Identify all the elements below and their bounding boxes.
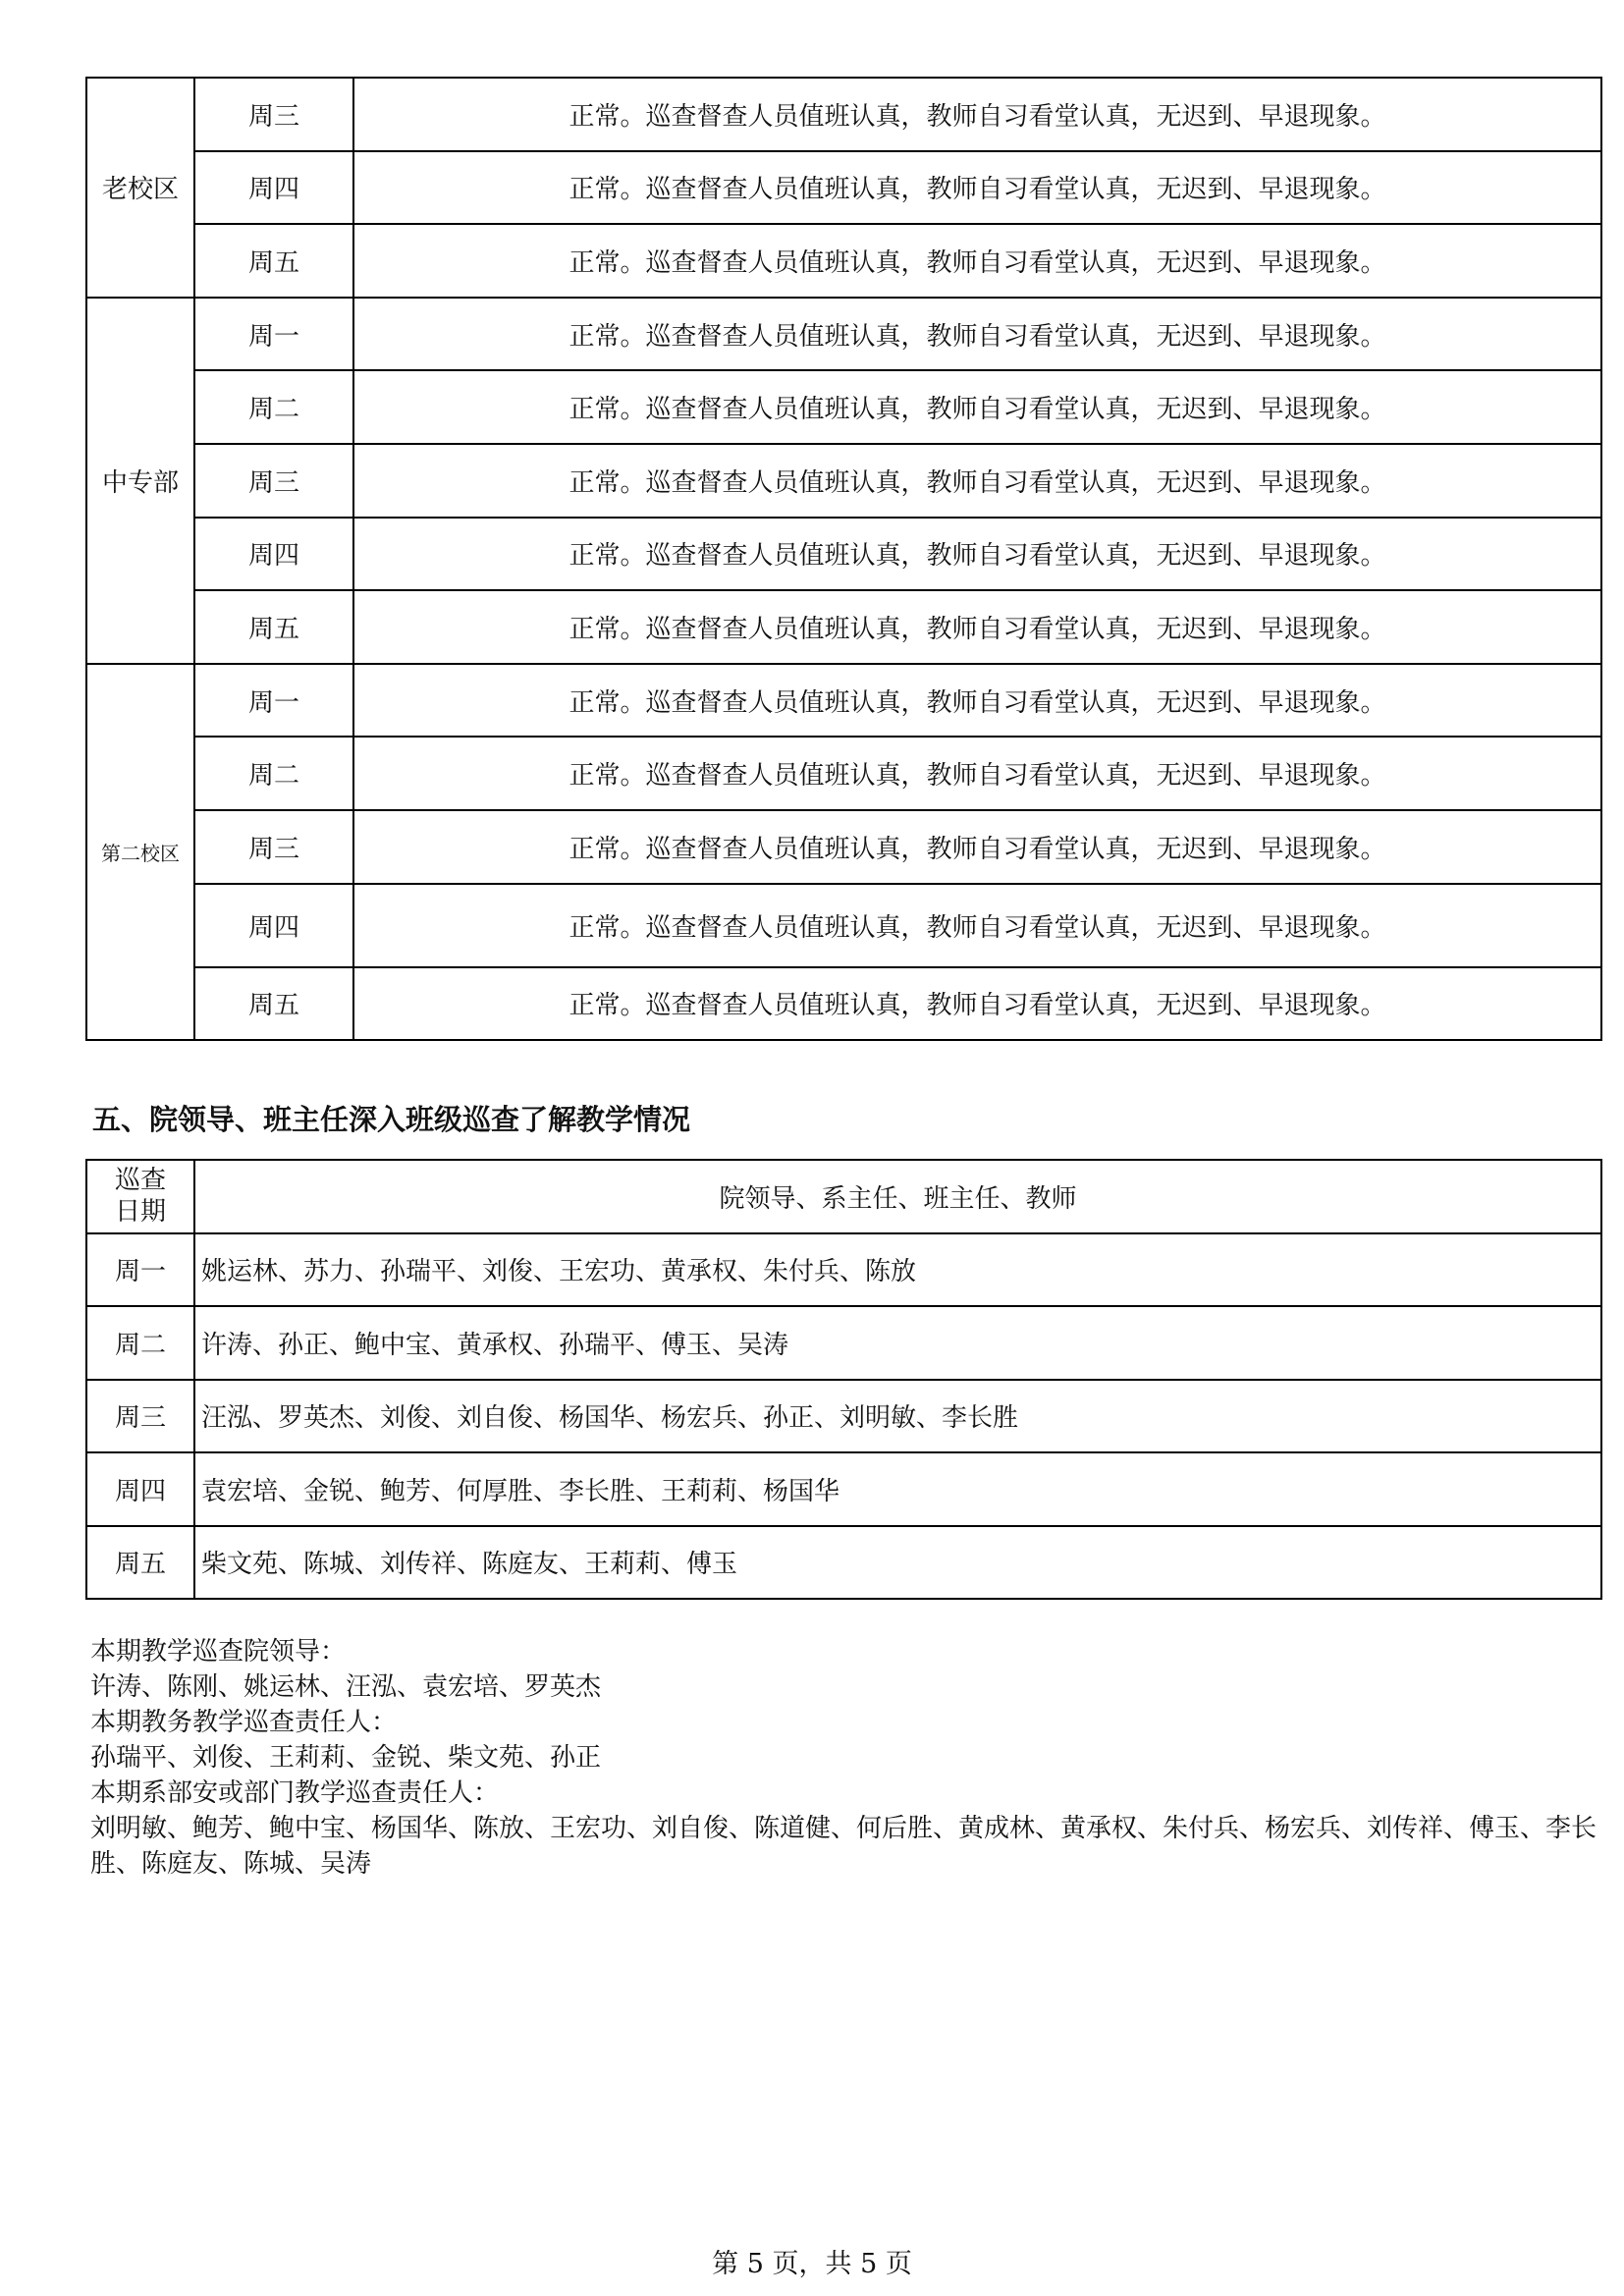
campus-cell: 中专部 <box>86 298 194 664</box>
status-cell: 正常。巡查督查人员值班认真，教师自习看堂认真，无迟到、早退现象。 <box>353 78 1601 151</box>
status-cell: 正常。巡查督查人员值班认真，教师自习看堂认真，无迟到、早退现象。 <box>353 518 1601 591</box>
table-row <box>86 737 1601 810</box>
day-cell: 周五 <box>86 1526 194 1600</box>
table-row <box>86 370 1601 444</box>
day-cell: 周四 <box>194 884 353 967</box>
notes-line: 刘明敏、鲍芳、鲍中宝、杨国华、陈放、王宏功、刘自俊、陈道健、何后胜、黄成林、黄承权、朱付兵、杨宏兵、刘传祥、傅玉、李长胜、陈庭友、陈城、吴涛 <box>90 1814 1597 1879</box>
notes-line: 本期教学巡查院领导： <box>90 1637 347 1667</box>
day-cell: 周一 <box>194 298 353 371</box>
page-footer: 第 5 页，共 5 页 <box>712 2249 912 2279</box>
date-header-line: 日期 <box>114 1197 166 1228</box>
notes-line: 本期系部安或部门教学巡查责任人： <box>90 1778 500 1808</box>
status-cell: 正常。巡查督查人员值班认真，教师自习看堂认真，无迟到、早退现象。 <box>353 224 1601 298</box>
table-row <box>86 664 1601 738</box>
table-row <box>86 151 1601 225</box>
day-cell: 周二 <box>194 370 353 444</box>
day-cell: 周四 <box>194 151 353 225</box>
table-row <box>86 78 1601 151</box>
day-cell: 周三 <box>86 1380 194 1453</box>
status-cell: 正常。巡查督查人员值班认真，教师自习看堂认真，无迟到、早退现象。 <box>353 664 1601 738</box>
date-header <box>86 1160 194 1233</box>
day-cell: 周五 <box>194 967 353 1041</box>
table-row <box>86 1452 1601 1526</box>
status-cell: 正常。巡查督查人员值班认真，教师自习看堂认真，无迟到、早退现象。 <box>353 810 1601 884</box>
names-cell: 许涛、孙正、鲍中宝、黄承权、孙瑞平、傅玉、吴涛 <box>194 1306 1601 1380</box>
status-cell: 正常。巡查督查人员值班认真，教师自习看堂认真，无迟到、早退现象。 <box>353 298 1601 371</box>
day-cell: 周二 <box>194 737 353 810</box>
table-row <box>86 1233 1601 1307</box>
table-row <box>86 590 1601 664</box>
campus-cell: 第二校区 <box>86 664 194 1040</box>
status-cell: 正常。巡查督查人员值班认真，教师自习看堂认真，无迟到、早退现象。 <box>353 737 1601 810</box>
table-row <box>86 518 1601 591</box>
day-cell: 周三 <box>194 810 353 884</box>
table-row <box>86 224 1601 298</box>
day-cell: 周五 <box>194 224 353 298</box>
status-cell: 正常。巡查督查人员值班认真，教师自习看堂认真，无迟到、早退现象。 <box>353 590 1601 664</box>
status-cell: 正常。巡查督查人员值班认真，教师自习看堂认真，无迟到、早退现象。 <box>353 370 1601 444</box>
day-cell: 周二 <box>86 1306 194 1380</box>
day-cell: 周三 <box>194 444 353 518</box>
names-cell: 柴文苑、陈城、刘传祥、陈庭友、王莉莉、傅玉 <box>194 1526 1601 1600</box>
section-title: 五、院领导、班主任深入班级巡查了解教学情况 <box>92 1103 691 1136</box>
table-row <box>86 810 1601 884</box>
leader-inspection-table <box>85 1159 1602 1600</box>
notes-line: 孙瑞平、刘俊、王莉莉、金锐、柴文苑、孙正 <box>90 1743 602 1773</box>
notes-line: 许涛、陈刚、姚运林、汪泓、袁宏培、罗英杰 <box>90 1672 602 1702</box>
names-cell: 袁宏培、金锐、鲍芳、何厚胜、李长胜、王莉莉、杨国华 <box>194 1452 1601 1526</box>
day-cell: 周三 <box>194 78 353 151</box>
table-row <box>86 298 1601 371</box>
day-cell: 周四 <box>194 518 353 591</box>
notes-line: 本期教务教学巡查责任人： <box>90 1708 398 1737</box>
campus-cell: 老校区 <box>86 78 194 298</box>
day-cell: 周一 <box>194 664 353 738</box>
status-cell: 正常。巡查督查人员值班认真，教师自习看堂认真，无迟到、早退现象。 <box>353 444 1601 518</box>
names-cell: 姚运林、苏力、孙瑞平、刘俊、王宏功、黄承权、朱付兵、陈放 <box>194 1233 1601 1307</box>
date-header-line: 巡查 <box>114 1166 166 1196</box>
names-cell: 汪泓、罗英杰、刘俊、刘自俊、杨国华、杨宏兵、孙正、刘明敏、李长胜 <box>194 1380 1601 1453</box>
status-cell: 正常。巡查督查人员值班认真，教师自习看堂认真，无迟到、早退现象。 <box>353 884 1601 967</box>
table-row <box>86 1380 1601 1453</box>
table-row <box>86 884 1601 967</box>
table-row <box>86 1526 1601 1600</box>
day-cell: 周五 <box>194 590 353 664</box>
day-cell: 周一 <box>86 1233 194 1307</box>
table-row <box>86 1306 1601 1380</box>
status-cell: 正常。巡查督查人员值班认真，教师自习看堂认真，无迟到、早退现象。 <box>353 151 1601 225</box>
status-cell: 正常。巡查督查人员值班认真，教师自习看堂认真，无迟到、早退现象。 <box>353 967 1601 1041</box>
table-row <box>86 967 1601 1041</box>
people-header: 院领导、系主任、班主任、教师 <box>194 1160 1601 1233</box>
inspection-notes <box>90 1634 1607 1882</box>
table-header-row <box>86 1160 1601 1233</box>
day-cell: 周四 <box>86 1452 194 1526</box>
campus-inspection-table <box>85 77 1602 1041</box>
table-row <box>86 444 1601 518</box>
